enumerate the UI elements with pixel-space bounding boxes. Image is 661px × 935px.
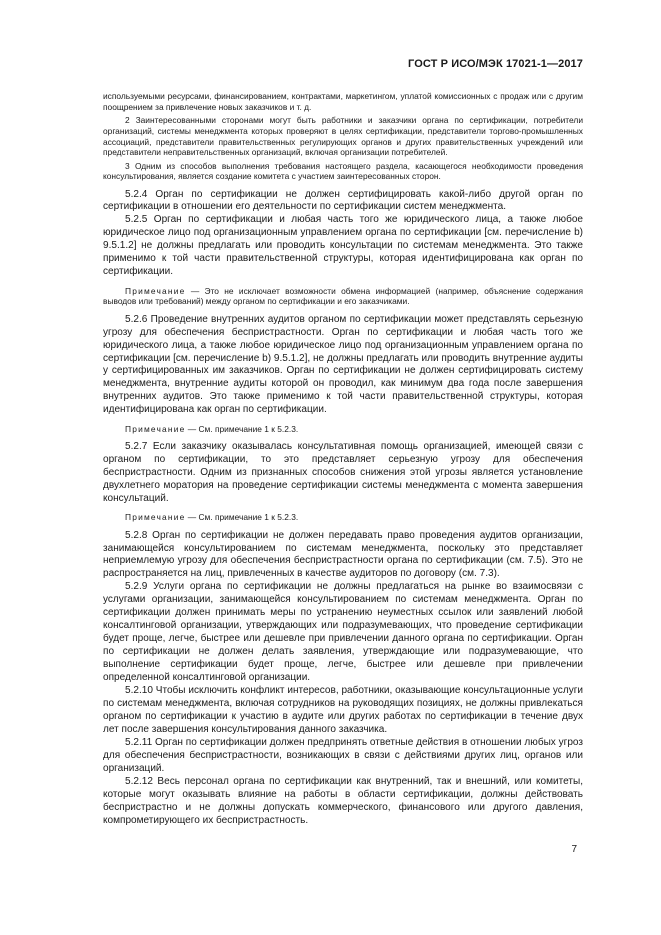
clause-5-2-10: 5.2.10 Чтобы исключить конфликт интересов, работники, оказывающие консультационные услуги по системам менеджмента, включая сотрудников на руководящих позициях, не должны привлекаться органом по сертификации к участию в аудите или других работах по сертификации в течение двух лет после завершения консультирования данного заказчика.	[103, 685, 583, 735]
note-text: — См. примечание 1 к 5.2.3.	[185, 512, 299, 523]
clause-5-2-5: 5.2.5 Орган по сертификации и любая часть того же юридического лица, а также любое юридическое лицо под организационным управлением органа по сертификации [см. перечисление b) 9.5.1.2] не должны предлагать или проводить консультации по системам менеджмента. Это также применимо к той части правительственной структуры, которая идентифицирована как орган по сертификации.	[103, 214, 583, 278]
note-label: Примечание	[125, 423, 186, 434]
note-continuation: используемыми ресурсами, финансированием, контрактами, маркетингом, уплатой комиссионных с продаж или с другим поощрением за привлечение новых заказчиков и т. д.	[103, 91, 583, 112]
note-label: Примечание	[125, 512, 186, 523]
note-5-2-6	[103, 424, 583, 435]
note-text: — Это не исключает возможности обмена информацией (например, объяснение содержания выводов или требований) между органом по сертификации и его заказчиками.	[103, 285, 583, 307]
clause-5-2-8: 5.2.8 Орган по сертификации не должен передавать право проведения аудитов организации, занимающейся консультированием по системам менеджмента, поскольку это представляет неприемлемую угрозу для обеспечения беспристрастности органа по сертификации (см. 7.5). Это не распространяется на лиц, привлеченных в качестве аудиторов по договору (см. 7.3).	[103, 529, 583, 580]
clause-5-2-11: 5.2.11 Орган по сертификации должен предпринять ответные действия в отношении любых угроз для обеспечения беспристрастности, возникающих в связи с действиями других лиц, органов или организаций.	[103, 736, 583, 774]
document-header: ГОСТ Р ИСО/МЭК 17021-1—2017	[408, 58, 583, 70]
note-text: — См. примечание 1 к 5.2.3.	[185, 423, 299, 434]
clause-5-2-4: 5.2.4 Орган по сертификации не должен сертифицировать какой-либо другой орган по сертификации в отношении его деятельности по сертификации систем менеджмента.	[103, 188, 583, 213]
note-5-2-7	[103, 512, 583, 523]
clause-5-2-6: 5.2.6 Проведение внутренних аудитов органом по сертификации может представлять серьезную угрозу для обеспечения беспристрастности. Орган по сертификации и любая часть того же юридического лица, а также любое юридическое лицо под организационным управлением органа по сертификации [см. перечисление b) 9.5.1.2], не должны предлагать или проводить внутренние аудиты у сертифицированных им заказчиков. Орган по сертификации не должен сертифицировать систему менеджмента, внутренние аудиты которой он проводил, как минимум два года после завершения внутренних аудитов. Это также применимо к той части правительственной структуры, которая идентифицирована как орган по сертификации.	[103, 313, 583, 416]
page-content	[103, 91, 583, 827]
clause-5-2-7: 5.2.7 Если заказчику оказывалась консультативная помощь организацией, имеющей связи с органом по сертификации, то это представляет серьезную угрозу для обеспечения беспристрастности. Одним из признанных способов снижения этой угрозы является установление двухлетнего моратория на проведение сертификации системы менеджмента с момента завершения консультаций.	[103, 441, 583, 504]
note-2: 2 Заинтересованными сторонами могут быть работники и заказчики органа по сертификации, потребители организаций, системы менеджмента которых проверяют в целях сертификации, представители торгово-промышленных ассоциаций, представители правительственных регулирующих органов и других правительственных учреждений или представители неправительственных организаций, включая организации потребителей.	[103, 115, 583, 158]
clause-5-2-9: 5.2.9 Услуги органа по сертификации не должны предлагаться на рынке во взаимосвязи с услугами организации, занимающейся консультированием по системам менеджмента. Орган по сертификации должен принимать меры по устранению неуместных ссылок или заявлений любой консалтинговой организации, утверждающих или подразумевающих, что проведение сертификации будет проще, легче, быстрее или дешевле при привлечении данного органа по сертификации. Орган по сертификации не должен делать заявления, утверждающие или подразумевающие, что выполнение сертификации будет проще, легче, быстрее или дешевле при привлечении определенной консалтинговой организации.	[103, 581, 583, 684]
note-5-2-5	[103, 286, 583, 308]
note-label: Примечание	[125, 285, 186, 296]
note-3: 3 Одним из способов выполнения требования настоящего раздела, касающегося необходимости проведения консультирования, является создание комитета с участием заинтересованных сторон.	[103, 160, 583, 182]
clause-5-2-12: 5.2.12 Весь персонал органа по сертификации как внутренний, так и внешний, или комитеты, которые могут оказывать влияние на работы в области сертификации, должны действовать беспристрастно и не должны допускать коммерческого, финансового или другого давления, компрометирующего их беспристрастность.	[103, 775, 583, 826]
page-number: 7	[571, 844, 577, 855]
